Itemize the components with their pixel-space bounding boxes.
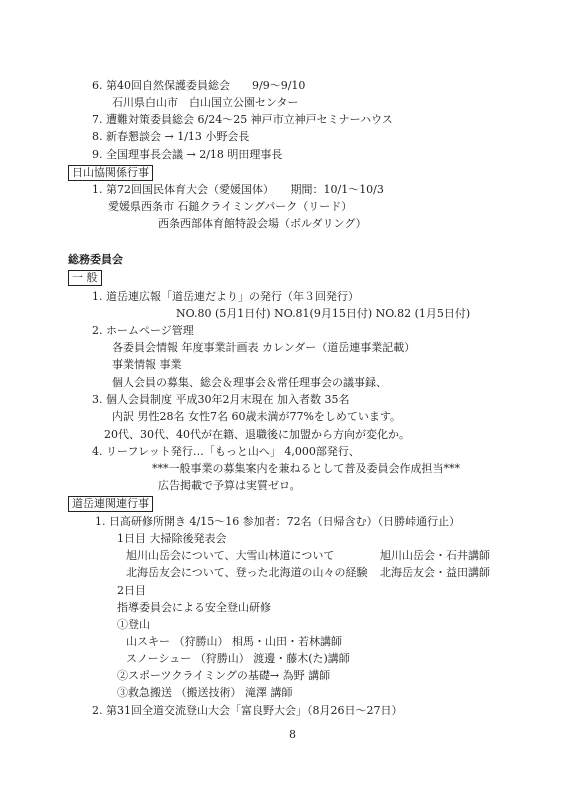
item-festival-venue-boulder: 西条西部体育館特設会場（ボルダリング） [158,217,367,230]
item-nature-conservation: 6. 第40回自然保護委員総会 9/9～9/10 [92,79,306,92]
item-leaflet-note: ***一般事業の募集案内を兼ねるとして普及委員会作成担当*** [152,462,460,475]
section-jma-events: 日山協関係行事 [68,165,153,181]
item-day1-talk1-speaker: 旭川山岳会・石井講師 [380,549,490,562]
item-individual-members: 3. 個人会員制度 平成30年2月末現在 加入者数 35名 [92,393,350,406]
item-day1-talk2: 北海岳友会について、登った北海道の山々の経験 [126,566,368,579]
item-nature-conservation-venue: 石川県白山市 白山国立公園センター [112,96,299,109]
item-new-year-meeting: 8. 新春懇談会 → 1/13 小野会長 [92,130,250,143]
item-emergency-transport: ③救急搬送 （搬送技術） 滝澤 講師 [117,686,293,699]
item-day1: 1日目 大掃除後発表会 [117,532,227,545]
item-day1-talk1: 旭川山岳会について、大雪山林道について [126,549,335,562]
item-national-sports-festival: 1. 第72回国民体育大会（愛媛国体） 期間：10/1～10/3 [92,183,384,196]
item-rescue-committee: 7. 遭難対策委員総会 6/24～25 神戸市立神戸セミナーハウス [92,113,393,126]
item-members-age-note: 20代、30代、40代が在籍、退職後に加盟から方向が変化か。 [104,428,410,441]
item-chairman-meeting: 9. 全国理事長会議 → 2/18 明田理事長 [92,148,283,161]
item-homepage-content-2: 事業情報 事業 [112,358,182,371]
item-newsletter-issues: NO.80 (5月1日付) NO.81(9月15日付) NO.82 (1月5日付) [176,307,471,320]
item-leaflet: 4. リーフレット発行…「もっと山へ」 4,000部発行、 [92,445,360,458]
item-newsletter: 1. 道岳連広報「道岳連だより」の発行（年３回発行） [92,290,359,303]
item-sport-climbing: ②スポーツクライミングの基礎→ 為野 講師 [117,669,331,682]
item-furano-meeting: 2. 第31回全道交流登山大会「富良野大会」（8月26日～27日） [92,704,403,717]
section-hokkaido-events: 道岳連関連行事 [68,496,153,512]
item-snowshoe: スノーシュー （狩勝山） 渡邊・藤木(た)講師 [126,652,350,665]
item-homepage-content-1: 各委員会情報 年度事業計画表 カレンダー（道岳連事業記載） [112,341,416,354]
page-number: 8 [289,728,296,741]
item-day2-training: 指導委員会による安全登山研修 [117,601,271,614]
heading-general-affairs: 総務委員会 [68,253,123,266]
item-climbing: ①登山 [117,618,150,631]
item-homepage-content-3: 個人会員の募集、総会＆理事会＆常任理事会の議事録、 [112,376,387,389]
section-general: 一 般 [68,270,102,286]
item-members-breakdown: 内訳 男性28名 女性7名 60歳未満が77%をしめています。 [112,410,402,423]
item-leaflet-ad: 広告掲載で予算は実質ゼロ。 [158,479,301,492]
item-hidaka-opening: 1. 日高研修所開き 4/15～16 参加者：72名（日帰含む）（日勝峠通行止） [95,515,461,528]
item-mountain-ski: 山スキー （狩勝山） 相馬・山田・若林講師 [126,635,342,648]
item-homepage: 2. ホームページ管理 [92,324,194,337]
item-day2: 2日目 [117,584,146,597]
item-festival-venue-lead: 愛媛県西条市 石鎚クライミングパーク（リード） [108,200,353,213]
item-day1-talk2-speaker: 北海岳友会・益田講師 [380,566,490,579]
